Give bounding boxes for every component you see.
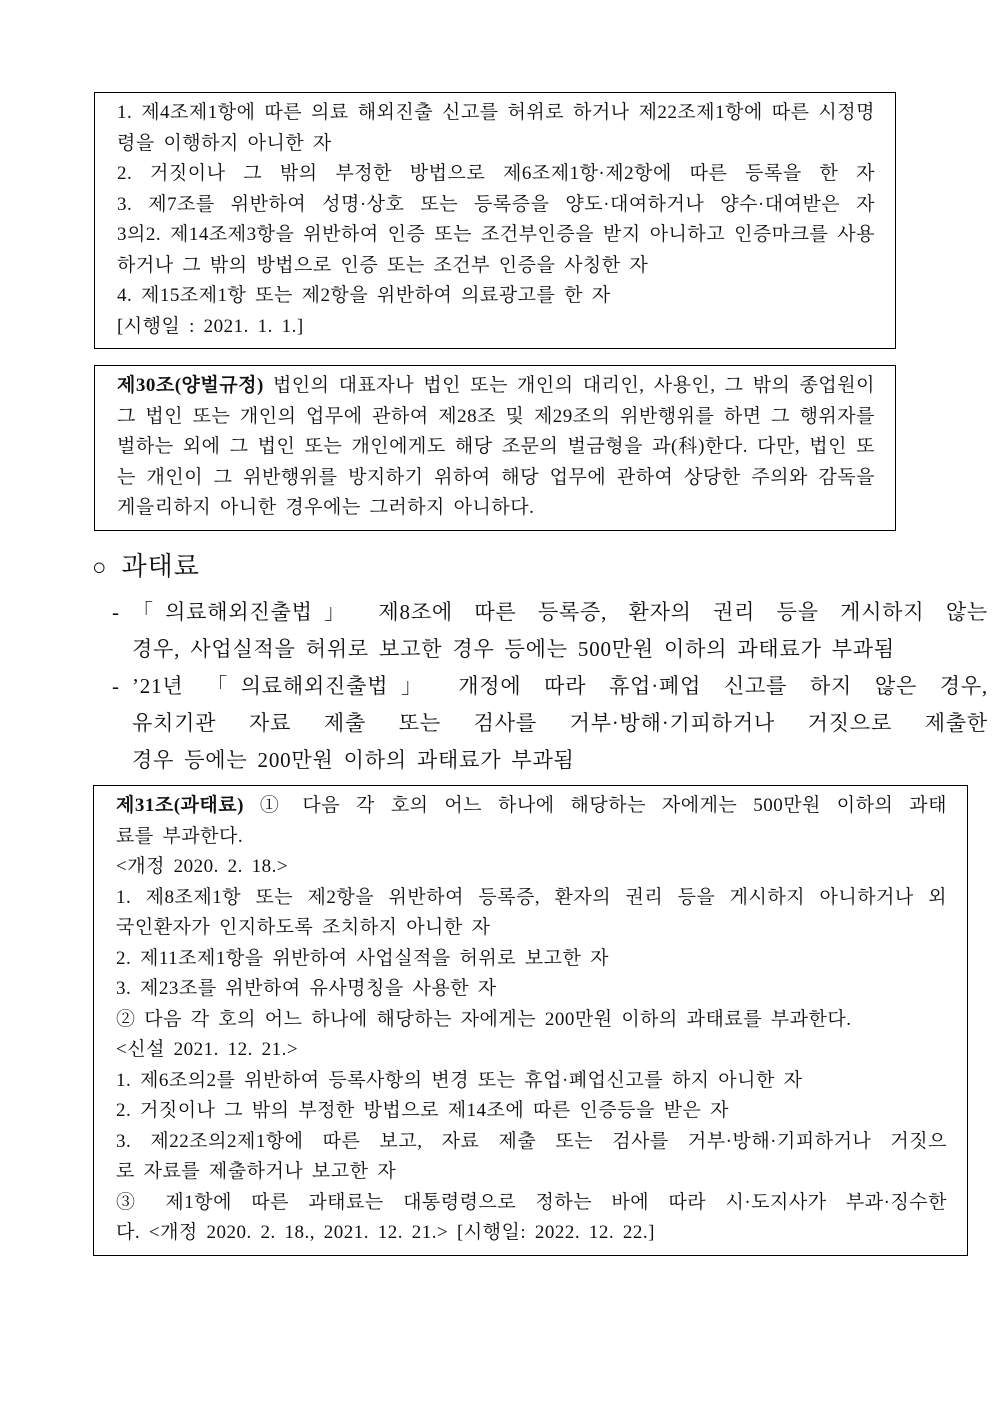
text-line: 그 법인 또는 개인의 업무에 관하여 제28조 및 제29조의 위반행위를 하면 그 행위자를: [117, 405, 875, 427]
text-line: 벌하는 외에 그 법인 또는 개인에게도 해당 조문의 벌금형을 과(科)한다. 다만, 법인 또: [117, 436, 875, 457]
section-heading-fines: [92, 546, 200, 583]
text-line: 료를 부과한다.: [116, 825, 244, 847]
article-31-first-line-text: ① 다음 각 호의 어느 하나에 해당하는 자에게는 500만원 이하의 과태: [243, 795, 947, 816]
text-line: 국인환자가 인지하도록 조치하지 아니한 자: [116, 917, 491, 938]
text-line: 경우, 사업실적을 허위로 보고한 경우 등에는 500만원 이하의 과태료가 부과됨: [132, 637, 895, 661]
list-item: [112, 594, 988, 668]
text-line: 하거나 그 밖의 방법으로 인증 또는 조건부 인증을 사칭한 자: [117, 254, 649, 276]
statute-box-article-30: [94, 365, 896, 531]
article-30-title: 제30조(양벌규정): [117, 375, 264, 396]
text-line: 1. 제6조의2를 위반하여 등록사항의 변경 또는 휴업·폐업신고를 하지 아니한 자: [116, 1069, 803, 1091]
text-line: ③ 제1항에 따른 과태료는 대통령령으로 정하는 바에 따라 시·도지사가 부과·징수한: [116, 1191, 947, 1213]
dash-marker: -: [112, 600, 120, 624]
text-line: 로 자료를 제출하거나 보고한 자: [116, 1161, 397, 1182]
text-line: <신설 2021. 12. 21.>: [116, 1039, 299, 1060]
fines-summary-list: [112, 594, 988, 779]
dash-marker: -: [112, 674, 120, 698]
text-line: [117, 371, 875, 402]
text-line: 다. <개정 2020. 2. 18., 2021. 12. 21.> [시행일: 2022. 12. 22.]: [116, 1222, 655, 1243]
statute-box-article-31: [93, 785, 968, 1256]
text-line: 4. 제15조제1항 또는 제2항을 위반하여 의료광고를 한 자: [117, 285, 611, 306]
text-line: [시행일 : 2021. 1. 1.]: [117, 315, 304, 337]
text-line: 유치기관 자료 제출 또는 검사를 거부·방해·기피하거나 거짓으로 제출한: [132, 711, 988, 735]
text-line: 3. 제23조를 위반하여 유사명칭을 사용한 자: [116, 978, 497, 999]
text-line: 2. 거짓이나 그 밖의 부정한 방법으로 제6조제1항·제2항에 따른 등록을 한 자: [117, 163, 875, 184]
text-line: 3. 제7조를 위반하여 성명·상호 또는 등록증을 양도·대여하거나 양수·대여받은 자: [117, 193, 875, 215]
article-31-title: 제31조(과태료): [116, 795, 244, 816]
text-line: 는 개인이 그 위반행위를 방지하기 위하여 해당 업무에 관하여 상당한 주의와 감독을: [117, 466, 875, 488]
text-line: 1. 제8조제1항 또는 제2항을 위반하여 등록증, 환자의 권리 등을 게시하지 아니하거나 외: [116, 886, 947, 908]
article-30-first-line-text: 법인의 대표자나 법인 또는 개인의 대리인, 사용인, 그 밖의 종업원이: [263, 375, 875, 396]
text-line: [116, 791, 947, 822]
text-line: 1. 제4조제1항에 따른 의료 해외진출 신고를 허위로 하거나 제22조제1항에 따른 시정명: [117, 102, 875, 123]
list-item: [112, 668, 988, 779]
statute-box-penalty-items: [94, 92, 896, 349]
text-line: 3의2. 제14조제3항을 위반하여 인증 또는 조건부인증을 받지 아니하고 인증마크를 사용: [117, 224, 875, 245]
text-line: 령을 이행하지 아니한 자: [117, 132, 332, 154]
list-item-text: [132, 668, 988, 779]
text-line: ② 다음 각 호의 어느 하나에 해당하는 자에게는 200만원 이하의 과태료를 부과한다.: [116, 1008, 852, 1030]
text-line: <개정 2020. 2. 18.>: [116, 856, 289, 877]
text-line: ’21년 「의료해외진출법」 개정에 따라 휴업·폐업 신고를 하지 않은 경우,: [132, 674, 988, 698]
section-title: 과태료: [121, 552, 200, 581]
circle-marker: ○: [92, 555, 108, 581]
text-line: 3. 제22조의2제1항에 따른 보고, 자료 제출 또는 검사를 거부·방해·기피하거나 거짓으: [116, 1130, 947, 1152]
text-line: 「의료해외진출법」 제8조에 따른 등록증, 환자의 권리 등을 게시하지 않는: [132, 600, 988, 624]
text-line: 게을리하지 아니한 경우에는 그러하지 아니하다.: [117, 497, 535, 518]
list-item-text: [132, 594, 988, 668]
text-line: 2. 제11조제1항을 위반하여 사업실적을 허위로 보고한 자: [116, 947, 609, 969]
text-line: 2. 거짓이나 그 밖의 부정한 방법으로 제14조에 따른 인증등을 받은 자: [116, 1100, 729, 1121]
text-line: 경우 등에는 200만원 이하의 과태료가 부과됨: [132, 748, 575, 772]
